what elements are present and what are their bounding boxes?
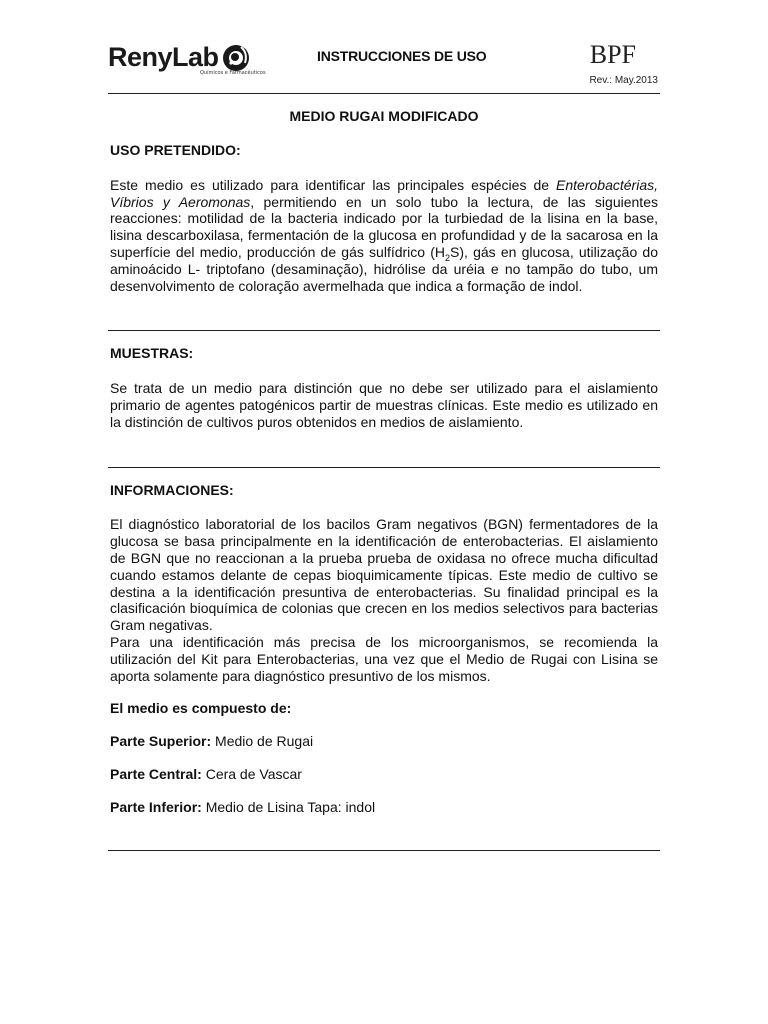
muestras-heading: MUESTRAS: [110, 345, 194, 362]
section-divider [108, 850, 660, 851]
item-value: Medio de Rugai [211, 733, 314, 750]
informaciones-paragraph-1: El diagnóstico laboratorial de los bacilos Gram negativos (BGN) fermentadores de la glucosa se basa principalmente en la identificación de enterobacterias. El aislamiento de BGN que no reaccionan a la prueba prueba de oxidasa no ofrece mucha dificultad cuando estamos delante de cepas bioquimicamente típicas. Este medio de cultivo se destina a la identificación presuntiva de enterobacterias. Su finalidad principal es la clasificación bioquímica de colonias que crecen en los medios selectivos para bacterias Gram negativas. [110, 516, 658, 634]
composicion-item-central [110, 766, 658, 783]
uso-text-b: , permitiendo en un solo tubo la lectura, de las siguientes reacciones: motilidad de la bacteria indicado por la turbiedad de la lisina en la base, lisina descarboxilasa, fermentación de la glucosa en profundidad y de la sacarosa en la superfície del medio, producción de gás sulfídrico (H [110, 193, 658, 260]
document-body [110, 108, 658, 851]
header-divider [108, 93, 660, 94]
revision-label: Rev.: May.2013 [589, 75, 658, 86]
item-value: Cera de Vascar [201, 765, 302, 782]
renylab-logo [108, 42, 251, 73]
item-value: Medio de Lisina Tapa: indol [201, 798, 376, 815]
muestras-paragraph: Se trata de un medio para distinción que no debe ser utilizado para el aislamiento primario de agentes patogénicos partir de muestras clínicas. Este medio es utilizado en la distinción de cultivos puros obtenidos en medios de aislamiento. [110, 380, 658, 430]
composicion-item-inferior [110, 799, 658, 816]
header-title: INSTRUCCIONES DE USO [317, 48, 487, 64]
document-title: MEDIO RUGAI MODIFICADO [289, 108, 479, 124]
uso-text-a: Este medio es utilizado para identificar las principales espécies de [110, 176, 557, 193]
uso-paragraph [110, 177, 658, 295]
logo-subtext: Químicos e Farmacêuticos [200, 70, 266, 76]
uso-heading: USO PRETENDIDO: [110, 142, 241, 158]
header-code: BPF [589, 40, 636, 69]
item-label: Parte Superior: [110, 733, 212, 750]
informaciones-paragraph-2: Para una identificación más precisa de los microorganismos, se recomienda la utilización del Kit para Enterobacterias, una vez que el Medio de Rugai con Lisina se aporta solamente para diagnóstico presuntivo de los mismos. [110, 633, 658, 684]
composicion-item-superior [110, 733, 658, 750]
item-label: Parte Inferior: [110, 798, 202, 815]
uso-text-italic: Enterobactérias, Víbrios y Aeromonas [110, 176, 658, 210]
logo-wordmark: RenyLab [108, 42, 219, 72]
item-label: Parte Central: [110, 765, 202, 782]
informaciones-heading: INFORMACIONES: [110, 481, 234, 498]
composicion-heading: El medio es compuesto de: [110, 700, 292, 717]
uso-text-c: S), gás en glucosa, utilização do aminoácido L- triptofano (desaminação), hidrólise da uréia e no tampão do tubo, um desenvolvimento de coloração avermelhada que indica a formação de indol. [110, 243, 658, 294]
uso-text-sub: 2 [445, 252, 451, 263]
logo-mark-icon [221, 43, 251, 73]
document-header [108, 38, 660, 94]
